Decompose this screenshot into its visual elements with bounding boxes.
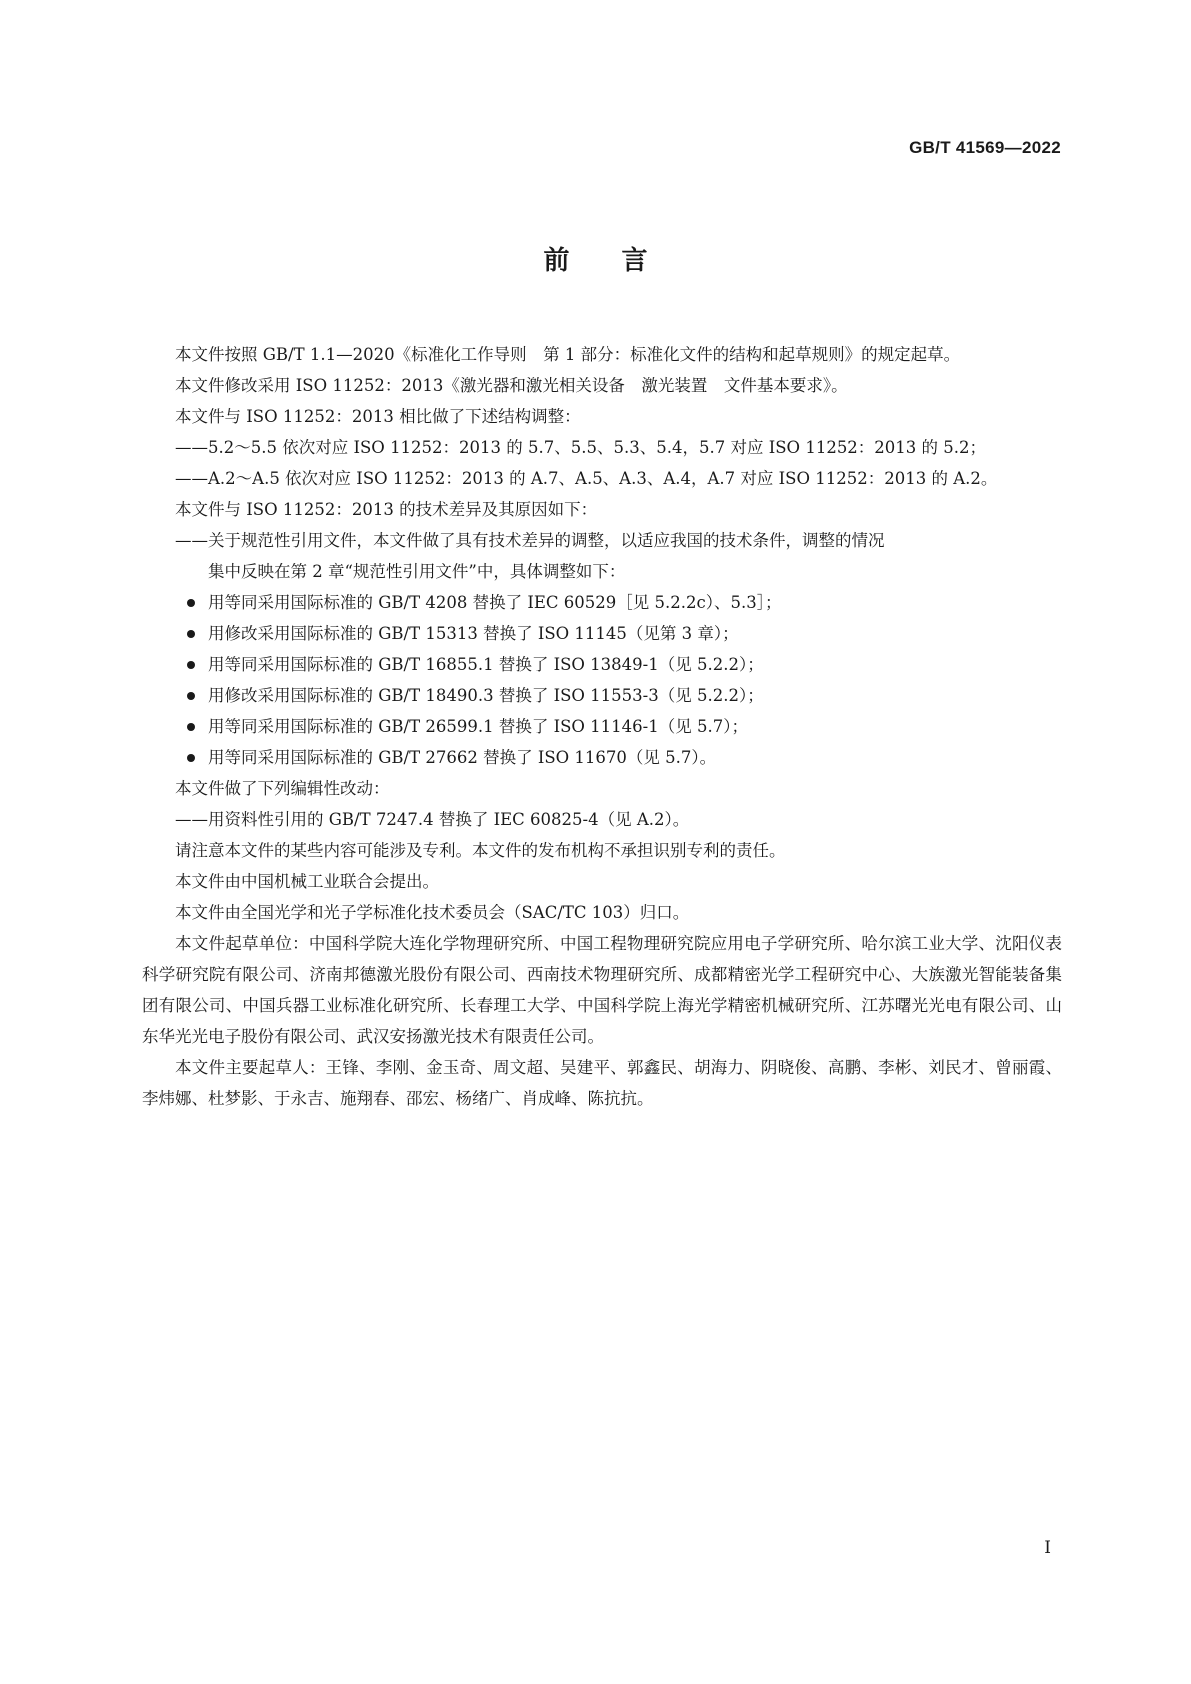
page-number: I — [1044, 1538, 1051, 1558]
bullet-text: 用等同采用国际标准的 GB/T 4208 替换了 IEC 60529［见 5.2.2c）、5.3］； — [208, 593, 782, 612]
tech-diff-item: ——关于规范性引用文件，本文件做了具有技术差异的调整，以适应我国的技术条件，调整的情况 — [175, 531, 885, 550]
paragraph-proposer: 本文件由中国机械工业联合会提出。 — [175, 872, 439, 891]
paragraph-structure-intro: 本文件与 ISO 11252：2013 相比做了下述结构调整： — [175, 407, 581, 426]
bullet-dot-icon — [187, 599, 195, 607]
preface-body — [142, 339, 1062, 1114]
bullet-item — [142, 649, 1062, 680]
paragraph-committee: 本文件由全国光学和光子学标准化技术委员会（SAC/TC 103）归口。 — [175, 903, 690, 922]
page-title: 前言 — [543, 246, 700, 276]
bullet-item — [142, 742, 1062, 773]
bullet-item — [142, 711, 1062, 742]
tech-diff-item-continued: 集中反映在第 2 章“规范性引用文件”中，具体调整如下： — [208, 562, 626, 581]
bullet-item — [142, 680, 1062, 711]
bullet-item — [142, 618, 1062, 649]
bullet-dot-icon — [187, 723, 195, 731]
bullet-dot-icon — [187, 661, 195, 669]
bullet-dot-icon — [187, 754, 195, 762]
bullet-text: 用修改采用国际标准的 GB/T 18490.3 替换了 ISO 11553-3（见 5.2.2）； — [208, 686, 764, 705]
paragraph-adoption: 本文件修改采用 ISO 11252：2013《激光器和激光相关设备 激光装置 文件基本要求》。 — [175, 376, 848, 395]
paragraph-editorial-intro: 本文件做了下列编辑性改动： — [175, 779, 390, 798]
paragraph-drafters: 本文件主要起草人：王锋、李刚、金玉奇、周文超、吴建平、郭鑫民、胡海力、阴晓俊、高鹏、李彬、刘民才、曾丽霞、李炜娜、杜梦影、于永吉、施翔春、邵宏、杨绪广、肖成峰、陈抗抗。 — [142, 1058, 1062, 1108]
paragraph-drafting-units: 本文件起草单位：中国科学院大连化学物理研究所、中国工程物理研究院应用电子学研究所、哈尔滨工业大学、沈阳仪表科学研究院有限公司、济南邦德激光股份有限公司、西南技术物理研究所、成都精密光学工程研究中心、大族激光智能装备集团有限公司、中国兵器工业标准化研究所、长春理工大学、中国科学院上海光学精密机械研究所、江苏曙光光电有限公司、山东华光光电子股份有限公司、武汉安扬激光技术有限责任公司。 — [142, 934, 1062, 1046]
structure-item: ——A.2～A.5 依次对应 ISO 11252：2013 的 A.7、A.5、A.3、A.4，A.7 对应 ISO 11252：2013 的 A.2。 — [175, 469, 998, 488]
bullet-text: 用等同采用国际标准的 GB/T 26599.1 替换了 ISO 11146-1（见 5.7）； — [208, 717, 748, 736]
bullet-text: 用等同采用国际标准的 GB/T 27662 替换了 ISO 11670（见 5.7）。 — [208, 748, 717, 767]
bullet-item — [142, 587, 1062, 618]
paragraph-tech-diff-intro: 本文件与 ISO 11252：2013 的技术差异及其原因如下： — [175, 500, 598, 519]
paragraph-patent-notice: 请注意本文件的某些内容可能涉及专利。本文件的发布机构不承担识别专利的责任。 — [175, 841, 786, 860]
bullet-text: 用修改采用国际标准的 GB/T 15313 替换了 ISO 11145（见第 3 章）； — [208, 624, 739, 643]
bullet-dot-icon — [187, 692, 195, 700]
bullet-dot-icon — [187, 630, 195, 638]
structure-item: ——5.2～5.5 依次对应 ISO 11252：2013 的 5.7、5.5、5.3、5.4，5.7 对应 ISO 11252：2013 的 5.2； — [175, 438, 987, 457]
editorial-item: ——用资料性引用的 GB/T 7247.4 替换了 IEC 60825-4（见 A.2）。 — [175, 810, 690, 829]
bullet-text: 用等同采用国际标准的 GB/T 16855.1 替换了 ISO 13849-1（见 5.2.2）； — [208, 655, 764, 674]
paragraph-drafting-rules: 本文件按照 GB/T 1.1—2020《标准化工作导则 第 1 部分：标准化文件的结构和起草规则》的规定起草。 — [175, 345, 961, 364]
standard-number: GB/T 41569—2022 — [909, 138, 1061, 157]
